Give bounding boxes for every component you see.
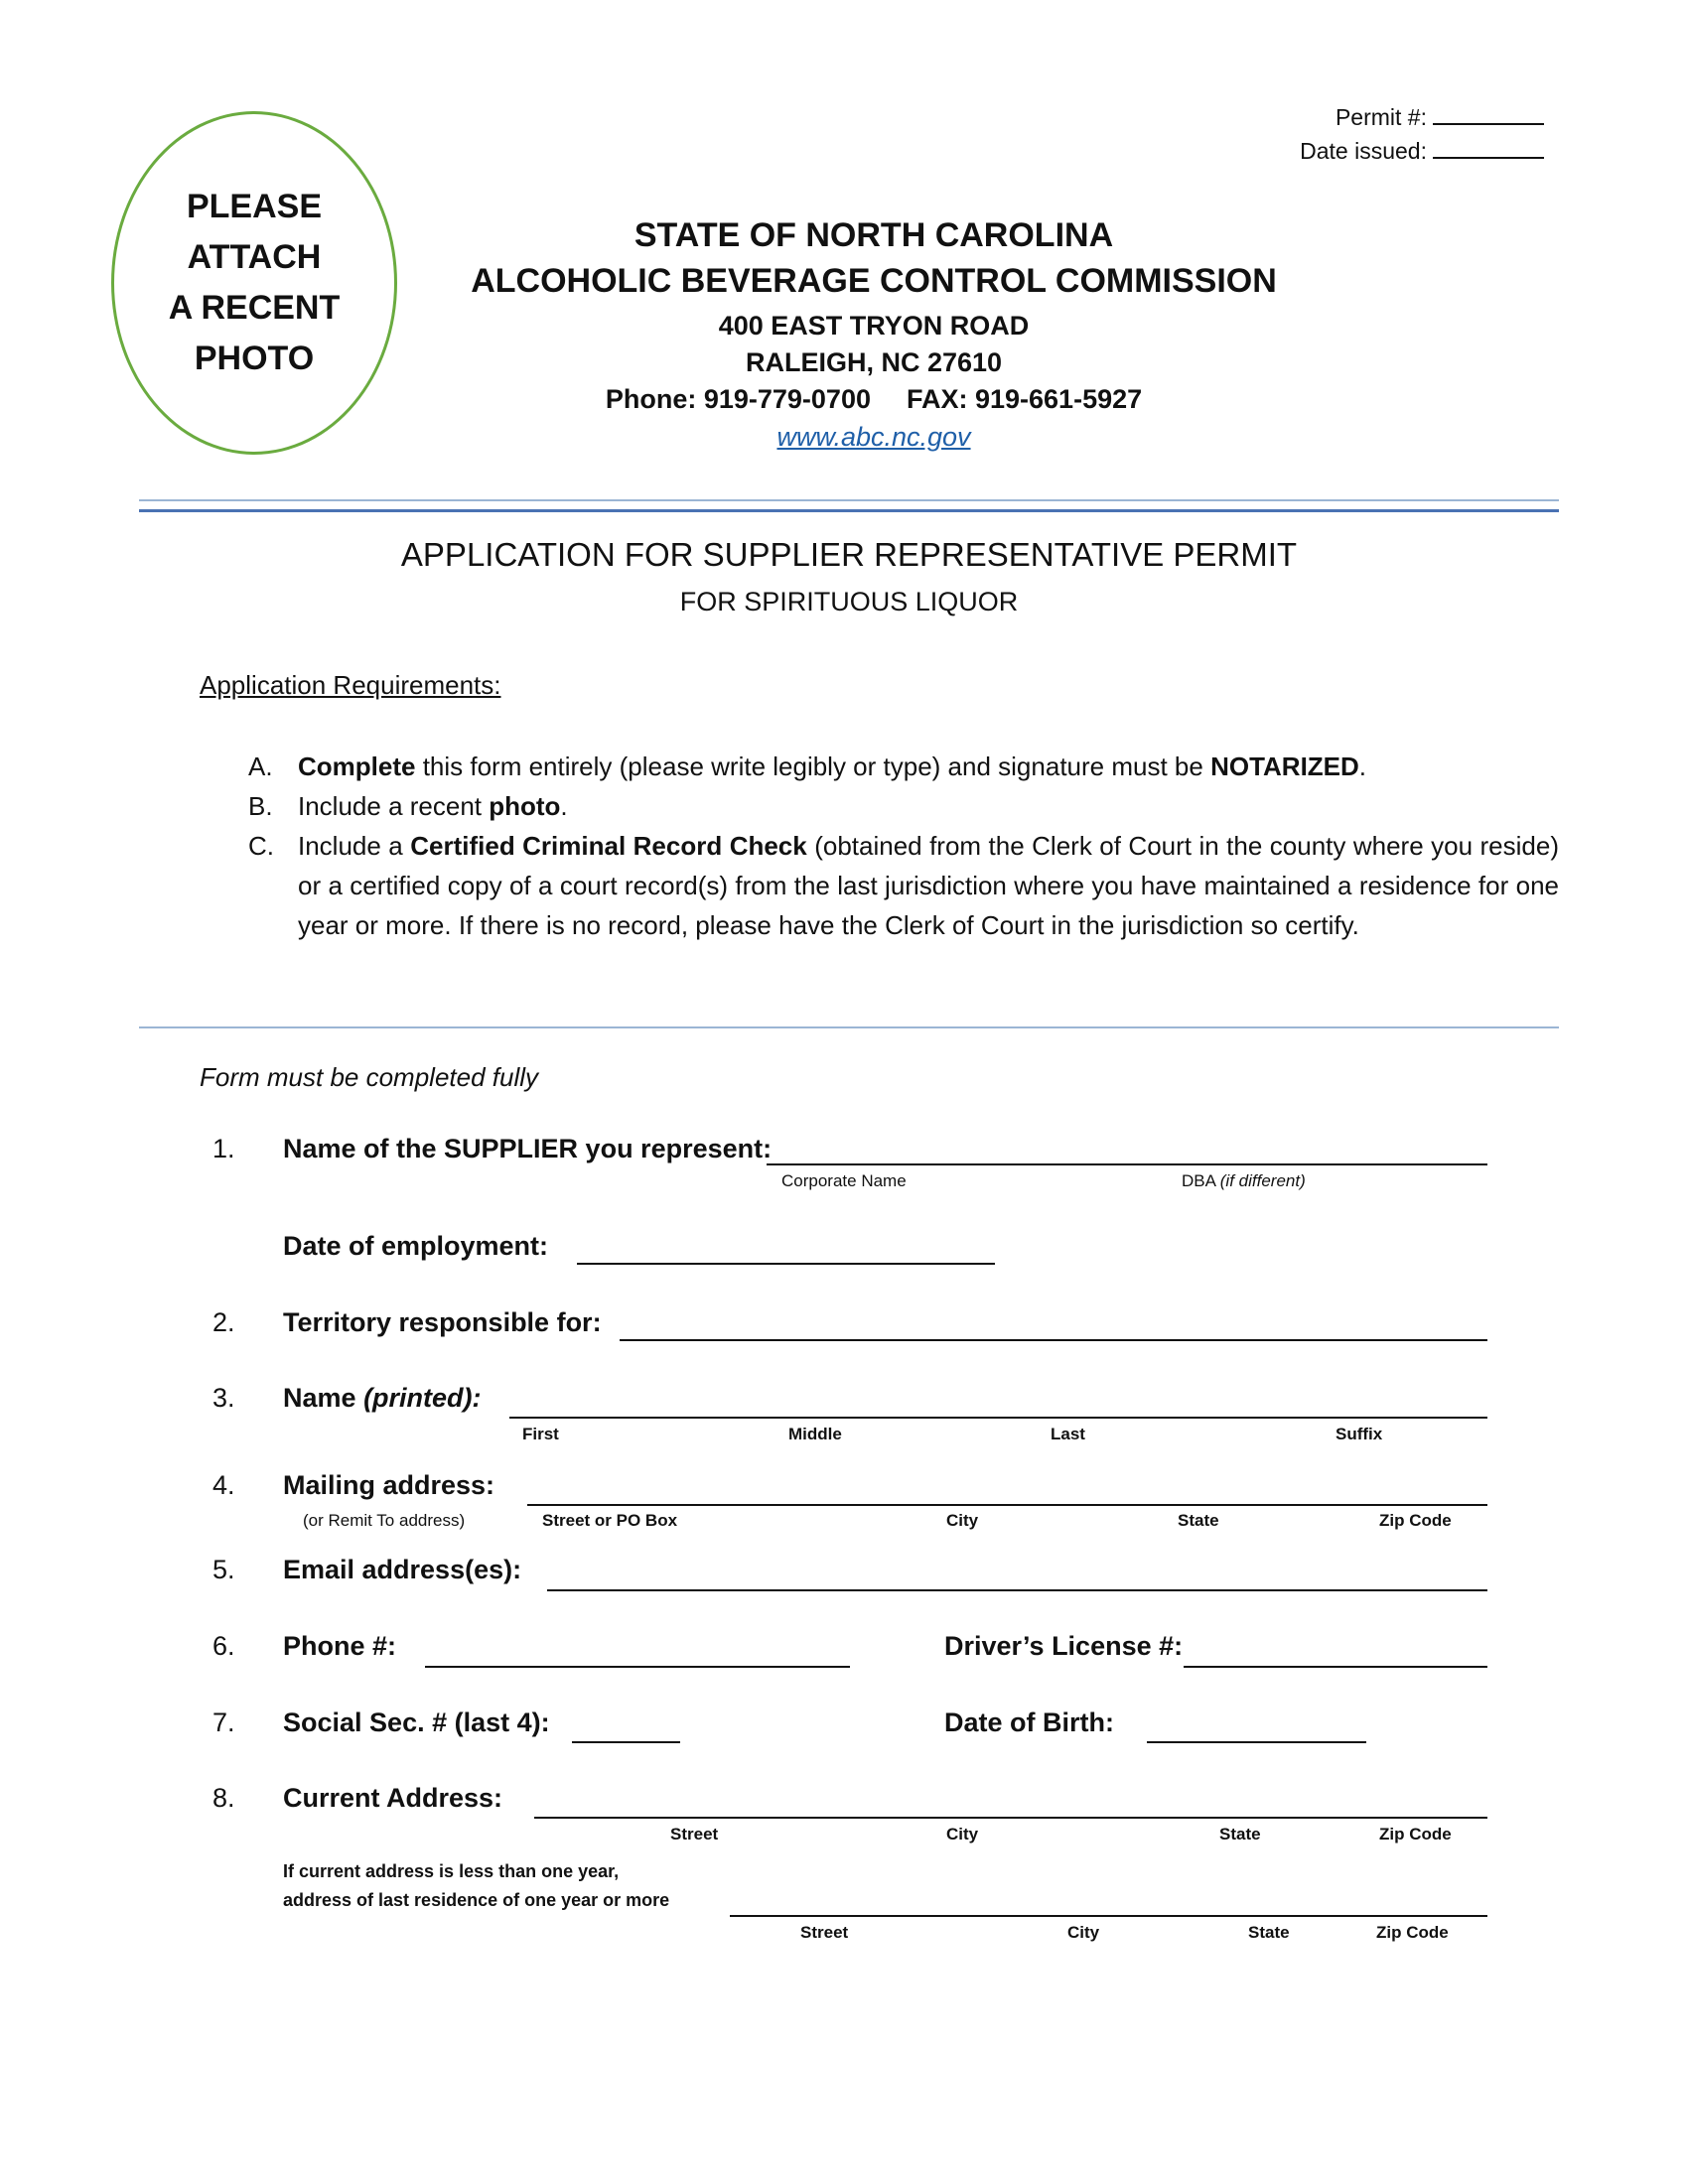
last-name-caption: Last bbox=[1051, 1425, 1085, 1443]
drivers-license-label: Driver’s License #: bbox=[944, 1631, 1184, 1661]
supplier-name-input[interactable] bbox=[767, 1163, 1487, 1165]
zip-caption: Zip Code bbox=[1379, 1511, 1452, 1530]
field-number: 4. bbox=[212, 1470, 235, 1500]
territory-label: Territory responsible for: bbox=[283, 1307, 602, 1337]
city-caption: City bbox=[1067, 1923, 1100, 1942]
field-number: 6. bbox=[212, 1631, 235, 1661]
permit-number-row bbox=[1147, 103, 1544, 131]
state-caption: State bbox=[1248, 1923, 1290, 1942]
website-line bbox=[367, 422, 1380, 453]
mailing-address-label: Mailing address: bbox=[283, 1470, 495, 1500]
field-number: 7. bbox=[212, 1707, 235, 1737]
phone-label: Phone #: bbox=[283, 1631, 397, 1661]
requirement-a-bold: Complete bbox=[298, 751, 416, 781]
form-subtitle: FOR SPIRITUOUS LIQUOR bbox=[679, 587, 1019, 616]
previous-address-note-2: address of last residence of one year or more bbox=[283, 1890, 670, 1910]
requirement-a bbox=[248, 747, 1559, 786]
street-caption: Street bbox=[800, 1923, 849, 1942]
requirement-b-text: Include a recent bbox=[298, 791, 490, 821]
field-number: 5. bbox=[212, 1555, 235, 1584]
field-number: 3. bbox=[212, 1383, 235, 1413]
suffix-caption: Suffix bbox=[1336, 1425, 1383, 1443]
requirement-a-end: . bbox=[1358, 751, 1367, 781]
date-issued-row bbox=[1147, 137, 1544, 165]
field-number: 8. bbox=[212, 1783, 235, 1813]
photo-text-2: ATTACH bbox=[187, 238, 322, 276]
dba-caption bbox=[1182, 1171, 1306, 1191]
state-title: STATE OF NORTH CAROLINA bbox=[633, 216, 1114, 254]
form-note: Form must be completed fully bbox=[200, 1062, 539, 1092]
requirement-letter: A. bbox=[248, 751, 273, 781]
state-caption: State bbox=[1219, 1825, 1261, 1843]
website-link[interactable]: www.abc.nc.gov bbox=[776, 422, 971, 452]
field-number: 2. bbox=[212, 1307, 235, 1337]
ssn-label: Social Sec. # (last 4): bbox=[283, 1707, 550, 1737]
name-input[interactable] bbox=[509, 1417, 1487, 1419]
form-title: APPLICATION FOR SUPPLIER REPRESENTATIVE PERMIT bbox=[400, 536, 1298, 573]
field-number: 1. bbox=[212, 1134, 235, 1163]
header-divider-thin bbox=[139, 499, 1559, 501]
requirement-b bbox=[248, 786, 1559, 826]
email-label: Email address(es): bbox=[283, 1555, 522, 1584]
supplier-label: Name of the SUPPLIER you represent: bbox=[283, 1134, 773, 1163]
zip-caption: Zip Code bbox=[1376, 1923, 1449, 1942]
current-address-input[interactable] bbox=[534, 1817, 1487, 1819]
requirements-heading: Application Requirements: bbox=[200, 670, 501, 700]
date-of-birth-input[interactable] bbox=[1147, 1741, 1366, 1743]
header-divider-thick bbox=[139, 509, 1559, 512]
drivers-license-input[interactable] bbox=[1184, 1666, 1487, 1668]
current-address-label: Current Address: bbox=[283, 1783, 503, 1813]
requirement-b-bold: photo bbox=[489, 791, 561, 821]
corporate-name-caption: Corporate Name bbox=[781, 1171, 907, 1190]
city-caption: City bbox=[946, 1511, 979, 1530]
requirement-letter: B. bbox=[248, 791, 273, 821]
ssn-input[interactable] bbox=[572, 1741, 680, 1743]
street-caption: Street bbox=[670, 1825, 719, 1843]
previous-address-note-1: If current address is less than one year, bbox=[283, 1861, 620, 1881]
dba-caption-italic: (if different) bbox=[1219, 1171, 1306, 1190]
fax-number: FAX: 919-661-5927 bbox=[906, 384, 1143, 414]
email-input[interactable] bbox=[547, 1589, 1487, 1591]
agency-title: ALCOHOLIC BEVERAGE CONTROL COMMISSION bbox=[471, 262, 1277, 300]
date-of-birth-label: Date of Birth: bbox=[944, 1707, 1114, 1737]
permit-number-label: Permit #: bbox=[1335, 104, 1427, 130]
requirement-c-text: Include a bbox=[298, 831, 411, 861]
photo-placeholder[interactable] bbox=[111, 111, 397, 455]
previous-address-input[interactable] bbox=[730, 1915, 1487, 1917]
date-of-employment-input[interactable] bbox=[577, 1263, 995, 1265]
photo-text-4: PHOTO bbox=[194, 340, 315, 377]
requirement-a-text: this form entirely (please write legibly or type) and signature must be bbox=[415, 751, 1211, 781]
city-caption: City bbox=[946, 1825, 979, 1843]
dba-caption-text: DBA bbox=[1182, 1171, 1216, 1190]
address-line-1: 400 EAST TRYON ROAD bbox=[718, 311, 1030, 341]
date-of-employment-label: Date of employment: bbox=[283, 1231, 549, 1261]
phone-number: Phone: 919-779-0700 bbox=[605, 384, 871, 414]
address-line-2: RALEIGH, NC 27610 bbox=[745, 347, 1003, 377]
zip-caption: Zip Code bbox=[1379, 1825, 1452, 1843]
name-label bbox=[283, 1383, 482, 1414]
name-label-italic: (printed): bbox=[363, 1383, 482, 1413]
date-issued-label: Date issued: bbox=[1300, 138, 1427, 164]
mailing-address-note: (or Remit To address) bbox=[303, 1511, 466, 1530]
date-issued-field[interactable] bbox=[1433, 137, 1544, 159]
territory-input[interactable] bbox=[620, 1339, 1487, 1341]
photo-text-1: PLEASE bbox=[186, 188, 323, 225]
requirement-c-rest: (obtained from the Clerk of Court in the county where you reside) or a certified copy of a court record(s) from the last jurisdiction where you have maintained a residence for one year or more. If there is no record, please have the Clerk of Court in the jurisdiction so certify. bbox=[298, 831, 1559, 940]
photo-text-3: A RECENT bbox=[168, 289, 341, 327]
requirement-b-end: . bbox=[560, 791, 568, 821]
name-label-text: Name bbox=[283, 1383, 356, 1413]
phone-input[interactable] bbox=[425, 1666, 850, 1668]
state-caption: State bbox=[1178, 1511, 1219, 1530]
requirement-a-bold-2: NOTARIZED bbox=[1210, 751, 1359, 781]
first-name-caption: First bbox=[522, 1425, 559, 1443]
requirement-c bbox=[248, 826, 1559, 945]
contact-line bbox=[367, 384, 1380, 415]
middle-name-caption: Middle bbox=[788, 1425, 842, 1443]
requirement-c-bold: Certified Criminal Record Check bbox=[410, 831, 807, 861]
requirement-letter: C. bbox=[248, 831, 274, 861]
previous-address-note bbox=[283, 1857, 669, 1915]
mailing-address-input[interactable] bbox=[527, 1504, 1487, 1506]
section-divider bbox=[139, 1026, 1559, 1028]
street-caption: Street or PO Box bbox=[542, 1511, 678, 1530]
permit-number-field[interactable] bbox=[1433, 103, 1544, 125]
